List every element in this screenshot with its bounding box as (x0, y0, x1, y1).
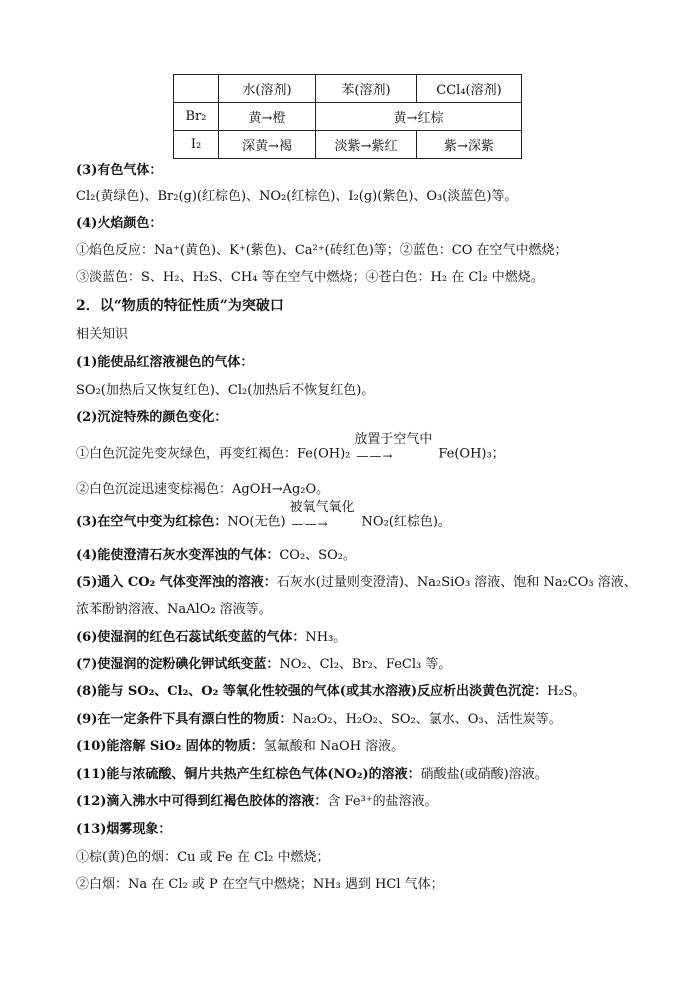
paragraph: SO₂(加热后又恢复红色)、Cl₂(加热后不恢复红色)。 (76, 383, 375, 398)
item-body: H₂S。 (547, 684, 586, 699)
paragraph (76, 738, 404, 756)
paragraph (76, 766, 548, 784)
paragraph (76, 656, 451, 674)
reaction-line (76, 432, 505, 464)
table-row (174, 103, 522, 131)
table-row-label: Br₂ (174, 103, 219, 131)
item-title: (5)通入 CO₂ 气体变浑浊的溶液： (76, 575, 277, 590)
paragraph (76, 574, 637, 592)
item-body: 石灰水(过量则变澄清)、Na₂SiO₃ 溶液、饱和 Na₂CO₃ 溶液、 (276, 575, 637, 590)
item-body: Na₂O₂、H₂O₂、SO₂、氯水、O₃、活性炭等。 (292, 712, 562, 727)
item-title: (9)在一定条件下具有漂白性的物质： (76, 712, 293, 727)
item-title: (7)使湿润的淀粉碘化钾试纸变蓝： (76, 657, 280, 672)
arrow-icon: ——→ (291, 517, 329, 531)
item-title: (3)在空气中变为红棕色： (76, 514, 228, 530)
item-title: (10)能溶解 SiO₂ 固体的物质： (76, 739, 264, 754)
reaction-text: NO₂(红棕色)。 (361, 514, 451, 530)
paragraph: ①焰色反应：Na⁺(黄色)、K⁺(紫色)、Ca²⁺(砖红色)等；②蓝色：CO 在空气中燃烧； (76, 243, 568, 258)
paragraph (76, 711, 562, 729)
paragraph (76, 683, 586, 701)
paragraph: 浓苯酚钠溶液、NaAlO₂ 溶液等。 (76, 602, 272, 617)
item-title: (1)能使品红溶液褪色的气体： (76, 355, 254, 370)
reaction-arrow (350, 432, 438, 463)
table-cell: 黄→红棕 (316, 103, 522, 131)
reaction-line (76, 500, 451, 532)
table-row (174, 131, 522, 159)
reaction-condition: 放置于空气中 (354, 432, 433, 447)
section-heading: 2．以“物质的特征性质”为突破口 (76, 298, 284, 314)
item-body: CO₂、SO₂。 (279, 548, 356, 563)
table-header-cell: 苯(溶剂) (316, 75, 417, 103)
paragraph: ③淡蓝色：S、H₂、H₂S、CH₄ 等在空气中燃烧；④苍白色：H₂ 在 Cl₂ 中燃烧。 (76, 270, 544, 285)
item-title: (11)能与浓硫酸、铜片共热产生红棕色气体(NO₂)的溶液： (76, 767, 421, 782)
halogen-color-table (173, 74, 522, 159)
item-body: 硝酸盐(或硝酸)溶液。 (420, 767, 548, 782)
paragraph: ①棕(黄)色的烟：Cu 或 Fe 在 Cl₂ 中燃烧； (76, 850, 330, 865)
item-body: NH₃。 (305, 630, 347, 645)
reaction-text: Fe(OH)₃； (438, 446, 505, 462)
table-cell: 淡紫→紫红 (316, 131, 417, 159)
section-title: (4)火焰颜色： (76, 216, 163, 231)
paragraph (76, 547, 356, 565)
arrow-icon: ——→ (356, 449, 394, 463)
table-cell: 黄→橙 (219, 103, 316, 131)
table-header-cell (174, 75, 219, 103)
paragraph: ②白烟：Na 在 Cl₂ 或 P 在空气中燃烧；NH₃ 遇到 HCl 气体； (76, 877, 444, 892)
reaction-text: ①白色沉淀先变灰绿色，再变红褐色：Fe(OH)₂ (76, 446, 351, 462)
item-body: 氢氟酸和 NaOH 溶液。 (263, 739, 405, 754)
section-title: (3)有色气体： (76, 163, 163, 178)
paragraph (76, 629, 346, 647)
subheading: 相关知识 (76, 327, 129, 342)
item-title: (12)滴入沸水中可得到红褐色胶体的溶液： (76, 794, 328, 809)
table-header-cell: 水(溶剂) (219, 75, 316, 103)
table-cell: 紫→深紫 (417, 131, 522, 159)
item-title: (8)能与 SO₂、Cl₂、O₂ 等氧化性较强的气体(或其水溶液)反应析出淡黄色沉淀： (76, 684, 548, 699)
item-title: (4)能使澄清石灰水变浑浊的气体： (76, 548, 280, 563)
paragraph (76, 793, 438, 811)
table-header-cell: CCl₄(溶剂) (417, 75, 522, 103)
reaction-text: NO(无色) (227, 514, 286, 530)
item-title: (13)烟雾现象： (76, 822, 172, 837)
reaction-condition: 被氧气氧化 (289, 500, 355, 515)
item-title: (2)沉淀特殊的颜色变化： (76, 410, 228, 425)
table-header-row (174, 75, 522, 103)
paragraph: Cl₂(黄绿色)、Br₂(g)(红棕色)、NO₂(红棕色)、I₂(g)(紫色)、O₃(淡蓝色)等。 (76, 189, 518, 204)
reaction-arrow (286, 500, 362, 531)
item-title: (6)使湿润的红色石蕊试纸变蓝的气体： (76, 630, 306, 645)
table-row-label: I₂ (174, 131, 219, 159)
paragraph: ②白色沉淀迅速变棕褐色：AgOH→Ag₂O。 (76, 482, 330, 497)
item-body: NO₂、Cl₂、Br₂、FeCl₃ 等。 (279, 657, 452, 672)
item-body: 含 Fe³⁺的盐溶液。 (327, 794, 438, 809)
table-cell: 深黄→褐 (219, 131, 316, 159)
